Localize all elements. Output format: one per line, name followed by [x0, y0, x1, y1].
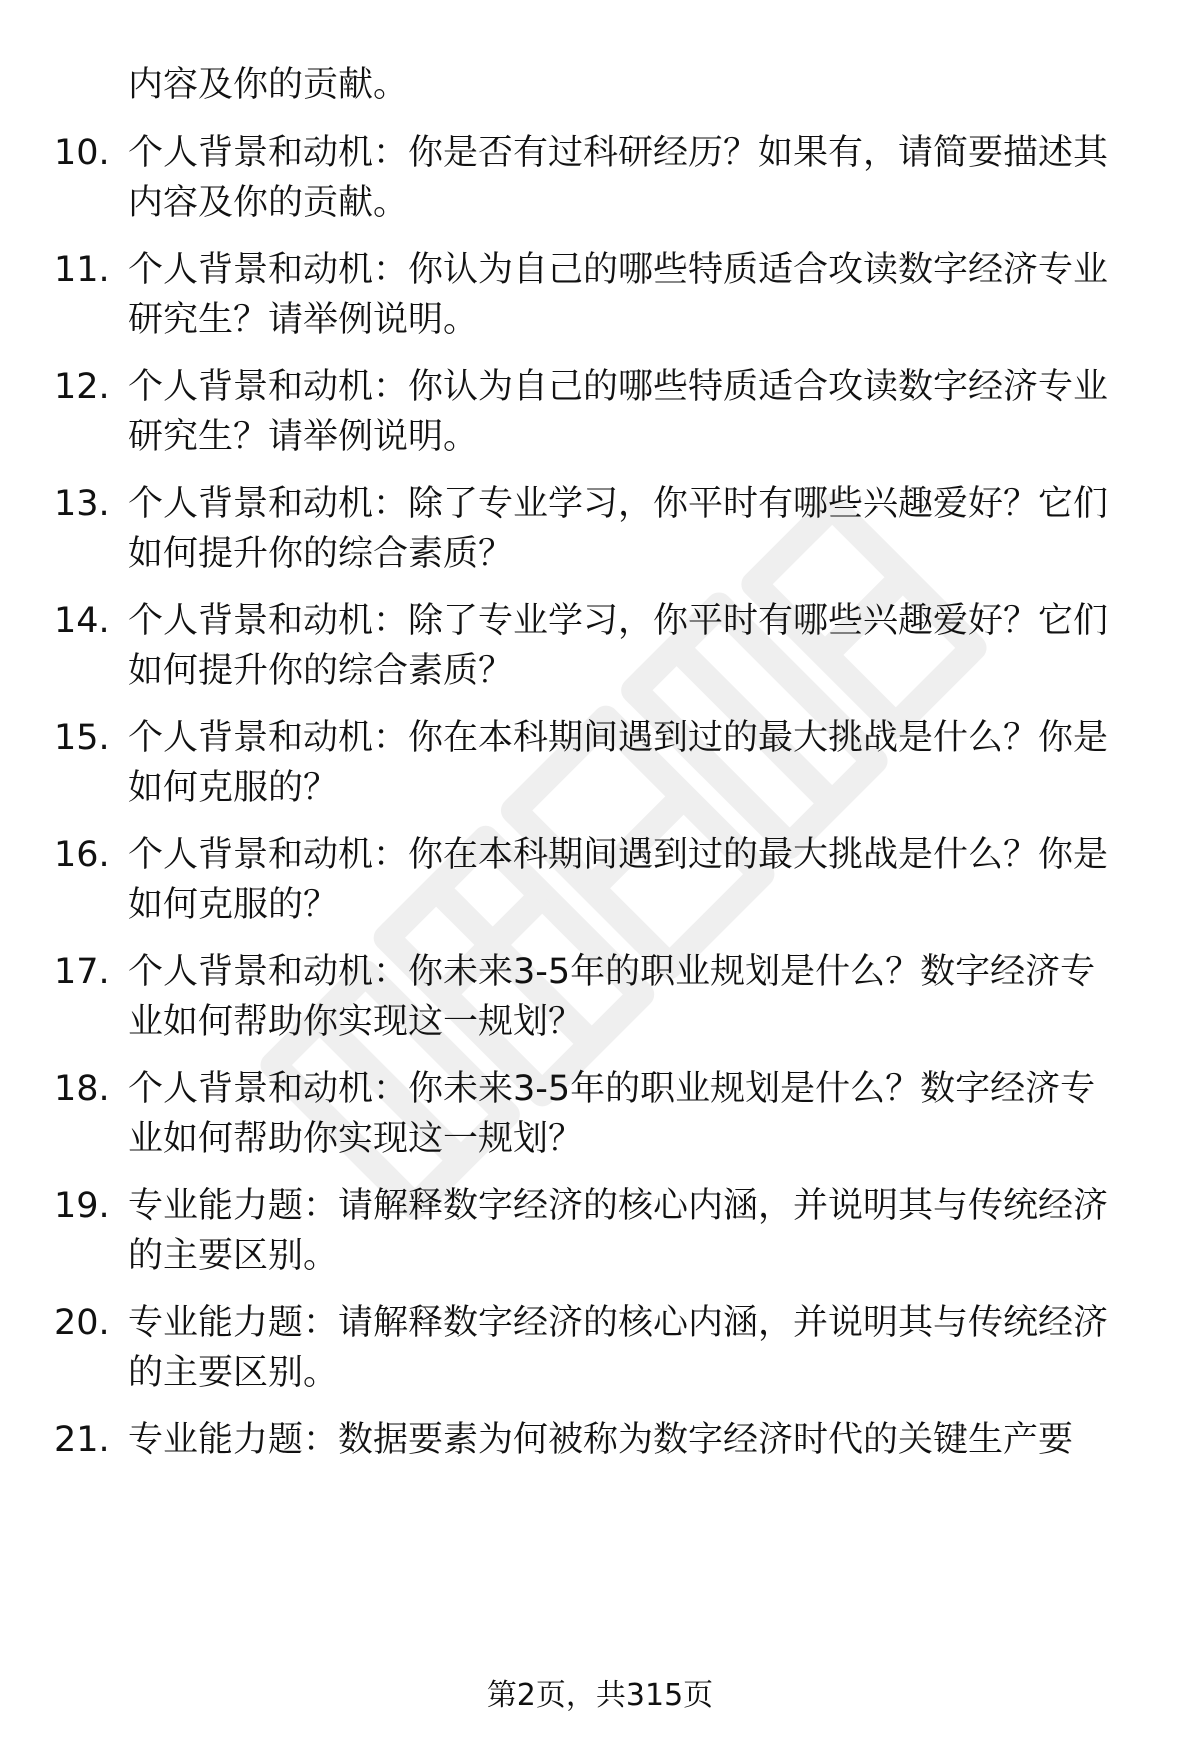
list-item — [0, 245, 1200, 355]
item-number: 20. — [54, 1303, 110, 1343]
item-text-line2: 如何克服的？ — [128, 885, 339, 925]
list-item — [0, 479, 1200, 589]
item-number: 17. — [54, 952, 110, 992]
item-number: 14. — [54, 601, 110, 641]
item-number: 13. — [54, 484, 110, 524]
list-item — [0, 362, 1200, 472]
item-text-line1: 个人背景和动机：除了专业学习，你平时有哪些兴趣爱好？它们 — [128, 601, 1109, 641]
list-item — [0, 947, 1200, 1057]
item-text-line2: 如何提升你的综合素质？ — [128, 534, 514, 574]
item-text-line1: 专业能力题：数据要素为何被称为数字经济时代的关键生产要 — [128, 1420, 1074, 1460]
item-text-line2: 如何提升你的综合素质？ — [128, 651, 514, 691]
list-item — [0, 1181, 1200, 1291]
item-text-line1: 个人背景和动机：除了专业学习，你平时有哪些兴趣爱好？它们 — [128, 484, 1109, 524]
item-text-line1: 专业能力题：请解释数字经济的核心内涵，并说明其与传统经济 — [128, 1303, 1109, 1343]
list-item — [0, 1415, 1200, 1525]
list-item — [0, 713, 1200, 823]
item-number: 18. — [54, 1069, 110, 1109]
list-item — [0, 1298, 1200, 1408]
item-text-line1: 个人背景和动机：你在本科期间遇到过的最大挑战是什么？你是 — [128, 718, 1109, 758]
list-item — [0, 830, 1200, 940]
item-number: 19. — [54, 1186, 110, 1226]
continuation-text: 内容及你的贡献。 — [128, 65, 409, 105]
item-text-line1: 个人背景和动机：你在本科期间遇到过的最大挑战是什么？你是 — [128, 835, 1109, 875]
item-text-line1: 个人背景和动机：你是否有过科研经历？如果有，请简要描述其 — [128, 133, 1109, 173]
item-text-line2: 的主要区别。 — [128, 1236, 339, 1276]
item-text-line2: 业如何帮助你实现这一规划？ — [128, 1119, 584, 1159]
item-number: 16. — [54, 835, 110, 875]
item-number: 12. — [54, 367, 110, 407]
item-text-line1: 个人背景和动机：你未来3-5年的职业规划是什么？数字经济专 — [128, 952, 1096, 992]
item-text-line2: 研究生？请举例说明。 — [128, 300, 479, 340]
item-text-line1: 个人背景和动机：你认为自己的哪些特质适合攻读数字经济专业 — [128, 250, 1109, 290]
item-number: 21. — [54, 1420, 110, 1460]
page-number-footer: 第2页，共315页 — [486, 1678, 714, 1713]
list-item — [0, 1064, 1200, 1174]
item-number: 10. — [54, 133, 110, 173]
item-text-line1: 个人背景和动机：你未来3-5年的职业规划是什么？数字经济专 — [128, 1069, 1096, 1109]
item-number: 11. — [54, 250, 110, 290]
item-number: 15. — [54, 718, 110, 758]
item-text-line2: 如何克服的？ — [128, 768, 339, 808]
item-text-line1: 专业能力题：请解释数字经济的核心内涵，并说明其与传统经济 — [128, 1186, 1109, 1226]
item-text-line2: 的主要区别。 — [128, 1353, 339, 1393]
list-item — [0, 596, 1200, 706]
item-text-line2: 研究生？请举例说明。 — [128, 417, 479, 457]
item-text-line2: 内容及你的贡献。 — [128, 183, 409, 223]
item-text-line1: 个人背景和动机：你认为自己的哪些特质适合攻读数字经济专业 — [128, 367, 1109, 407]
list-item — [0, 128, 1200, 238]
item-text-line2: 业如何帮助你实现这一规划？ — [128, 1002, 584, 1042]
